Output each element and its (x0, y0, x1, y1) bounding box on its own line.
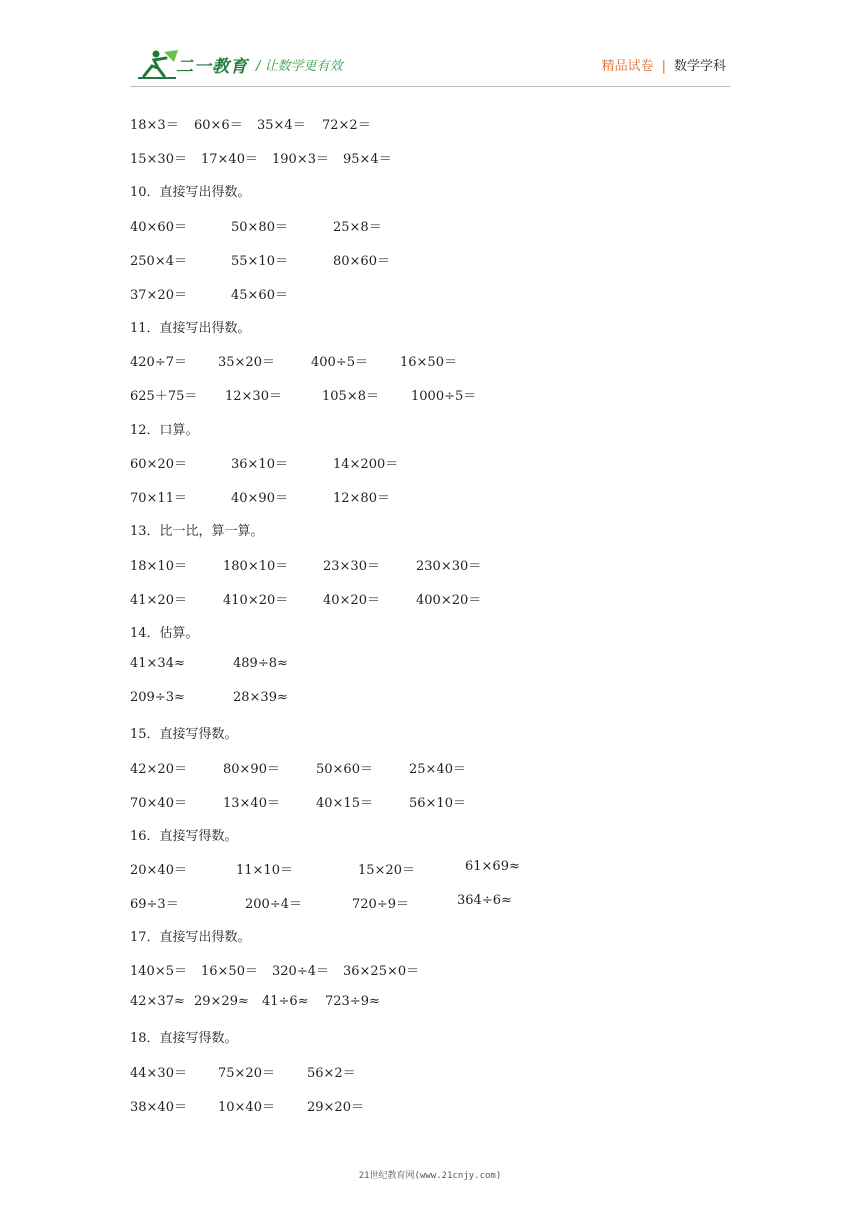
math-item: 16×50＝ (201, 964, 258, 979)
math-item: 61×69≈ (465, 859, 520, 874)
math-item: 14×200＝ (333, 457, 399, 472)
math-item: 20×40＝ (130, 863, 187, 878)
math-item: 12×80＝ (333, 491, 390, 506)
question-title: 10．直接写出得数。 (130, 185, 251, 200)
math-item: 42×20＝ (130, 762, 187, 777)
math-item: 25×40＝ (409, 762, 466, 777)
math-item: 36×10＝ (231, 457, 288, 472)
question-title: 17．直接写出得数。 (130, 930, 251, 945)
math-item: 69÷3＝ (130, 897, 179, 912)
math-item: 50×80＝ (231, 220, 288, 235)
math-item: 28×39≈ (233, 690, 288, 705)
math-item: 13×40＝ (223, 796, 280, 811)
math-item: 17×40＝ (201, 152, 258, 167)
math-item: 364÷6≈ (457, 893, 512, 908)
math-item: 723÷9≈ (325, 994, 380, 1009)
page-header (0, 0, 860, 90)
header-tags (602, 55, 726, 74)
math-item: 45×60＝ (231, 288, 288, 303)
math-item: 23×30＝ (323, 559, 380, 574)
math-item: 70×40＝ (130, 796, 187, 811)
math-item: 36×25×0＝ (343, 964, 420, 979)
math-item: 1000÷5＝ (411, 389, 477, 404)
brand-name: 二一教育 (176, 57, 248, 77)
math-item: 180×10＝ (223, 559, 289, 574)
math-item: 38×40＝ (130, 1100, 187, 1115)
math-item: 489÷8≈ (233, 656, 288, 671)
math-item: 11×10＝ (236, 863, 293, 878)
math-item: 18×10＝ (130, 559, 187, 574)
math-item: 41×34≈ (130, 656, 185, 671)
math-item: 55×10＝ (231, 254, 288, 269)
math-item: 35×4＝ (257, 118, 306, 133)
math-item: 230×30＝ (416, 559, 482, 574)
math-item: 29×29≈ (194, 994, 249, 1009)
math-item: 40×60＝ (130, 220, 187, 235)
math-item: 420÷7＝ (130, 355, 187, 370)
math-item: 35×20＝ (218, 355, 275, 370)
header-divider (130, 86, 730, 87)
question-title: 15．直接写得数。 (130, 727, 238, 742)
math-item: 29×20＝ (307, 1100, 364, 1115)
math-item: 40×90＝ (231, 491, 288, 506)
math-item: 40×15＝ (316, 796, 373, 811)
math-item: 140×5＝ (130, 964, 187, 979)
question-title: 16．直接写得数。 (130, 829, 238, 844)
math-item: 41×20＝ (130, 593, 187, 608)
math-item: 56×2＝ (307, 1066, 356, 1081)
math-item: 72×2＝ (322, 118, 371, 133)
math-item: 12×30＝ (225, 389, 282, 404)
math-item: 70×11＝ (130, 491, 187, 506)
math-item: 625＋75＝ (130, 389, 198, 404)
math-item: 40×20＝ (323, 593, 380, 608)
math-item: 41÷6≈ (262, 994, 309, 1009)
math-item: 200÷4＝ (245, 897, 302, 912)
math-item: 15×30＝ (130, 152, 187, 167)
math-item: 10×40＝ (218, 1100, 275, 1115)
header-separator: | (661, 59, 666, 74)
slogan: / 让数学更有效 (256, 59, 343, 74)
math-item: 75×20＝ (218, 1066, 275, 1081)
question-title: 18．直接写得数。 (130, 1031, 238, 1046)
tag-label: 精品试卷 (601, 59, 654, 74)
page-footer: 21世纪教育网(www.21cnjy.com) (358, 1171, 502, 1181)
question-title: 12．口算。 (130, 423, 199, 438)
question-title: 11．直接写出得数。 (130, 321, 251, 336)
runner-logo-icon (136, 48, 180, 80)
math-item: 42×37≈ (130, 994, 185, 1009)
question-title: 13．比一比，算一算。 (130, 524, 264, 539)
math-item: 56×10＝ (409, 796, 466, 811)
math-item: 320÷4＝ (272, 964, 329, 979)
math-item: 44×30＝ (130, 1066, 187, 1081)
math-item: 720÷9＝ (352, 897, 409, 912)
math-item: 16×50＝ (400, 355, 457, 370)
math-item: 18×3＝ (130, 118, 179, 133)
math-item: 80×90＝ (223, 762, 280, 777)
math-item: 410×20＝ (223, 593, 289, 608)
math-item: 400×20＝ (416, 593, 482, 608)
math-item: 400÷5＝ (311, 355, 368, 370)
math-item: 60×6＝ (194, 118, 243, 133)
math-item: 50×60＝ (316, 762, 373, 777)
math-item: 95×4＝ (343, 152, 392, 167)
math-item: 25×8＝ (333, 220, 382, 235)
math-item: 37×20＝ (130, 288, 187, 303)
math-item: 250×4＝ (130, 254, 187, 269)
math-item: 190×3＝ (272, 152, 329, 167)
question-title: 14．估算。 (130, 626, 199, 641)
math-item: 15×20＝ (358, 863, 415, 878)
math-item: 80×60＝ (333, 254, 390, 269)
subject-label: 数学学科 (673, 59, 726, 74)
math-item: 209÷3≈ (130, 690, 185, 705)
math-item: 60×20＝ (130, 457, 187, 472)
math-item: 105×8＝ (322, 389, 379, 404)
